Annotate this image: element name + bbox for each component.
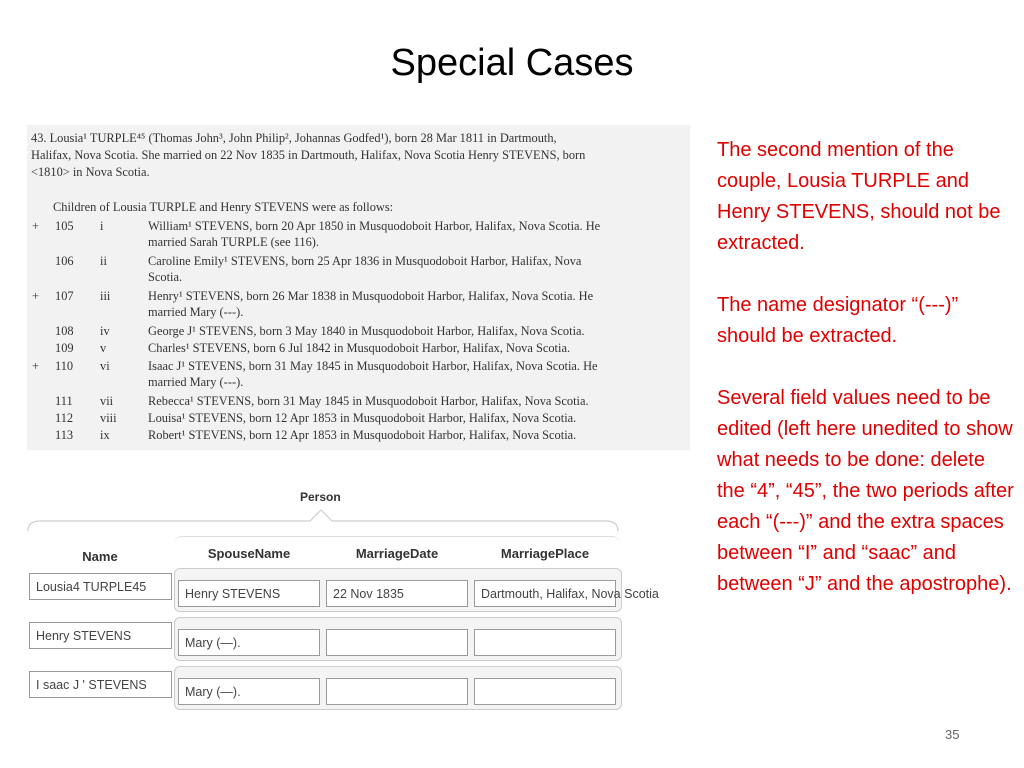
note-paragraph-3: Several field values need to be edited (left here unedited to show what needs to be done: delete the “4”, “45”, the two periods after each “(---)” and the extra spaces between “I” and “saac” and between “J” and the apostrophe). [717, 387, 1014, 595]
child-text-line2: married Mary (---). [148, 305, 244, 319]
column-header-marriageplace: MarriagePlace [500, 546, 590, 561]
intro-line-2: Halifax, Nova Scotia. She married on 22 Nov 1835 in Dartmouth, Halifax, Nova Scotia Henry STEVENS, born [31, 148, 586, 162]
column-header-name: Name [82, 549, 118, 564]
child-text-line2: Scotia. [148, 270, 183, 284]
child-plus: + [32, 359, 39, 373]
child-number: 109 [55, 341, 74, 355]
intro-line-1: 43. Lousia¹ TURPLE⁴⁵ (Thomas John³, John Philip², Johannas Godfed¹), born 28 Mar 1811 in Dartmouth, [31, 131, 557, 145]
child-roman: viii [100, 411, 117, 425]
child-text-line1: Louisa¹ STEVENS, born 12 Apr 1853 in Musquodoboit Harbor, Halifax, Nova Scotia. [148, 411, 577, 425]
page-number: 35 [945, 727, 960, 742]
column-header-spousename: SpouseName [207, 546, 291, 561]
column-header-marriagedate: MarriageDate [355, 546, 439, 561]
spousename-field[interactable]: Mary (—). [178, 678, 320, 705]
child-roman: vi [100, 359, 110, 373]
note-paragraph-2: The name designator “(---)” should be extracted. [717, 294, 959, 347]
child-text-line1: Henry¹ STEVENS, born 26 Mar 1838 in Musquodoboit Harbor, Halifax, Nova Scotia. He [148, 289, 594, 303]
marriageplace-field[interactable]: Dartmouth, Halifax, Nova Scotia [474, 580, 616, 607]
child-roman: ii [100, 254, 107, 268]
child-roman: iii [100, 289, 111, 303]
child-plus: + [32, 289, 39, 303]
child-number: 111 [55, 394, 73, 408]
marriagedate-field[interactable] [326, 629, 468, 656]
spousename-field[interactable]: Henry STEVENS [178, 580, 320, 607]
child-roman: iv [100, 324, 110, 338]
explanation-notes [717, 135, 1017, 631]
child-text-line1: Isaac J¹ STEVENS, born 31 May 1845 in Musquodoboit Harbor, Halifax, Nova Scotia. He [148, 359, 598, 373]
child-number: 108 [55, 324, 74, 338]
child-text-line2: married Mary (---). [148, 375, 244, 389]
name-field[interactable]: I saac J ' STEVENS [29, 671, 172, 698]
name-field[interactable]: Henry STEVENS [29, 622, 172, 649]
marriagedate-field[interactable] [326, 678, 468, 705]
child-roman: ix [100, 428, 110, 442]
marriageplace-field[interactable] [474, 678, 616, 705]
child-text-line1: Charles¹ STEVENS, born 6 Jul 1842 in Musquodoboit Harbor, Halifax, Nova Scotia. [148, 341, 571, 355]
child-text-line1: Caroline Emily¹ STEVENS, born 25 Apr 1836 in Musquodoboit Harbor, Halifax, Nova [148, 254, 582, 268]
child-plus: + [32, 219, 39, 233]
child-number: 107 [55, 289, 74, 303]
child-number: 112 [55, 411, 74, 425]
genealogy-scan-image [27, 125, 690, 450]
child-roman: i [100, 219, 104, 233]
marriagedate-field[interactable]: 22 Nov 1835 [326, 580, 468, 607]
spousename-field[interactable]: Mary (—). [178, 629, 320, 656]
child-roman: v [100, 341, 107, 355]
child-text-line2: married Sarah TURPLE (see 116). [148, 235, 320, 249]
marriageplace-field[interactable] [474, 629, 616, 656]
tab-person[interactable]: Person [300, 490, 341, 504]
slide-title: Special Cases [390, 42, 634, 84]
child-number: 110 [55, 359, 74, 373]
child-text-line1: William¹ STEVENS, born 20 Apr 1850 in Musquodoboit Harbor, Halifax, Nova Scotia. He [148, 219, 601, 233]
child-text-line1: Rebecca¹ STEVENS, born 31 May 1845 in Musquodoboit Harbor, Halifax, Nova Scotia. [148, 394, 589, 408]
child-roman: vii [100, 394, 114, 408]
record-intro [31, 130, 691, 181]
note-paragraph-1: The second mention of the couple, Lousia TURPLE and Henry STEVENS, should not be extracted. [717, 139, 1001, 254]
child-text-line1: George J¹ STEVENS, born 3 May 1840 in Musquodoboit Harbor, Halifax, Nova Scotia. [148, 324, 585, 338]
child-number: 113 [55, 428, 74, 442]
tab-indicator [28, 509, 618, 539]
name-field[interactable]: Lousia4 TURPLE45 [29, 573, 172, 600]
child-text-line1: Robert¹ STEVENS, born 12 Apr 1853 in Musquodoboit Harbor, Halifax, Nova Scotia. [148, 428, 577, 442]
children-heading: Children of Lousia TURPLE and Henry STEVENS were as follows: [53, 200, 394, 214]
intro-line-3: <1810> in Nova Scotia. [31, 165, 150, 179]
child-number: 106 [55, 254, 74, 268]
child-number: 105 [55, 219, 74, 233]
